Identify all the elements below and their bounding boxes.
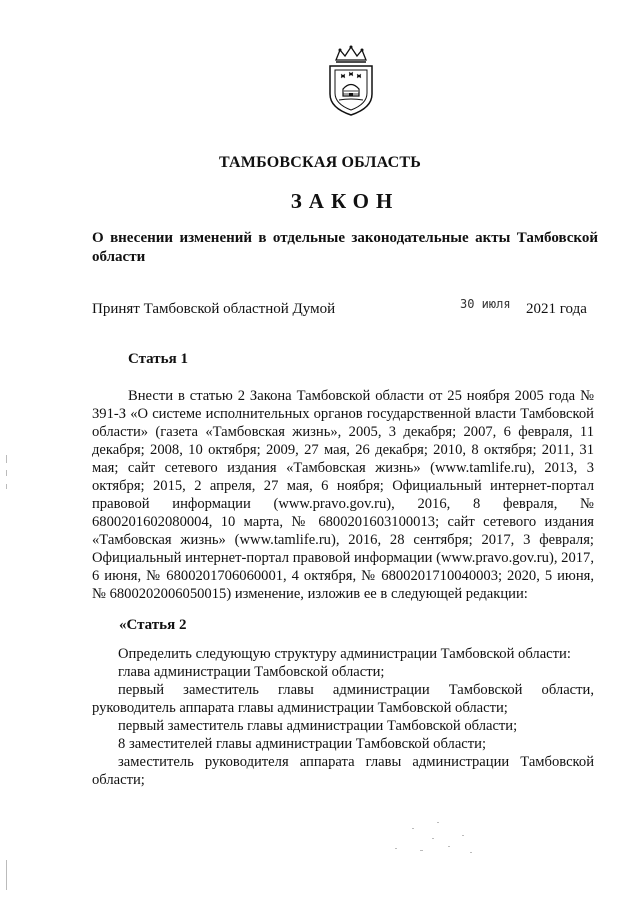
article-1-text: Внести в статью 2 Закона Тамбовской области от 25 ноября 2005 года № 391-З «О системе исполнительных органов государственной власти Тамбовской области» (газета «Тамбовская жизнь», 2005, 3 декабря; 2007, 6 февраля, 11 декабря; 2008, 10 октября; 2009, 27 мая, 26 декабря; 2010, 8 октября; 2011, 31 мая; сайт сетевого издания «Тамбовская жизнь» (www.tamlife.ru), 2013, 3 октября; 2015, 2 апреля, 27 мая, 6 ноября; Официальный интернет-портал правовой информации (www.pravo.gov.ru), 2016, 8 февраля, № 6800201602080004, 10 марта, № 6800201603100013; сайт сетевого издания «Тамбовская жизнь» (www.tamlife.ru), 2016, 28 сентября; 2017, 3 февраля; Официальный интернет-портал правовой информации (www.pravo.gov.ru), 2017, 6 июня, № 6800201706060001, 4 октября, № 6800201710040003; 2020, 5 июня, № 6800202006050015) изменение, изложив ее в следующей редакции: [92, 388, 594, 602]
article-2-heading: «Статья 2 [119, 617, 187, 633]
adopted-by: Принят Тамбовской областной Думой [92, 301, 336, 317]
law-title: О внесении изменений в отдельные законодательные акты Тамбовской области [92, 230, 598, 265]
list-item: первый заместитель главы администрации Тамбовской области; [118, 718, 518, 734]
document-type: ЗАКОН [290, 189, 400, 213]
list-item: Определить следующую структуру администрации Тамбовской области: [118, 646, 571, 662]
list-item: первый заместитель главы администрации Тамбовской области, руководитель аппарата главы администрации Тамбовской области; [92, 682, 594, 716]
article-1-heading: Статья 1 [128, 351, 188, 367]
list-item: заместитель руководителя аппарата главы администрации Тамбовской области; [92, 754, 594, 788]
adoption-date-stamp: 30 июля [460, 297, 511, 311]
list-item: глава администрации Тамбовской области; [118, 664, 385, 680]
adoption-year: 2021 года [526, 301, 587, 317]
list-item: 8 заместителей главы администрации Тамбовской области; [118, 736, 487, 752]
region-name: ТАМБОВСКАЯ ОБЛАСТЬ [218, 154, 422, 171]
